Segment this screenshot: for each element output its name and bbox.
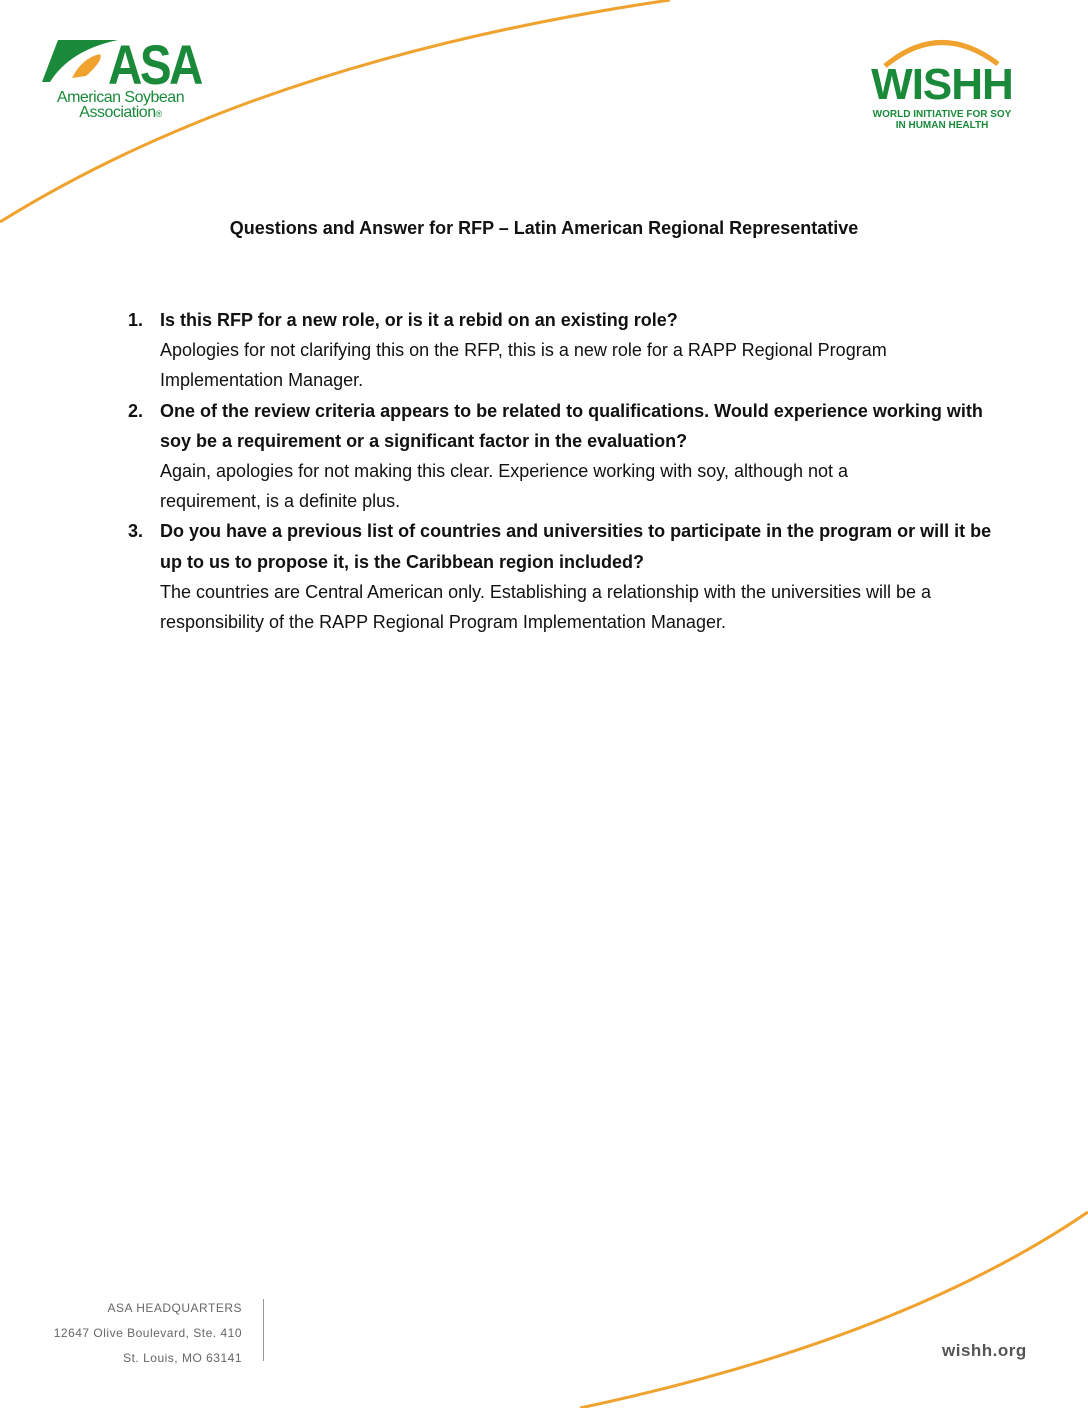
qa-item bbox=[128, 305, 998, 396]
footer-city: St. Louis, MO 63141 bbox=[123, 1351, 242, 1365]
question: Is this RFP for a new role, or is it a rebid on an existing role? bbox=[160, 310, 678, 330]
footer-address bbox=[40, 1296, 242, 1371]
footer-website: wishh.org bbox=[942, 1341, 1027, 1360]
wishh-logo-sub bbox=[858, 109, 1026, 131]
answer: Again, apologies for not making this clear. Experience working with soy, although not a requirement, is a definite plus. bbox=[160, 461, 849, 512]
qa-item bbox=[128, 516, 998, 637]
item-number: 1. bbox=[128, 310, 144, 330]
question: One of the review criteria appears to be related to qualifications. Would experience working with soy be a requirement or a significant factor in the evaluation? bbox=[160, 400, 983, 451]
footer-hq: ASA HEADQUARTERS bbox=[107, 1301, 242, 1315]
asa-logo-letters: ASA bbox=[108, 33, 201, 96]
asa-name-line2: Association bbox=[79, 104, 156, 121]
answer: Apologies for not clarifying this on the RFP, this is a new role for a RAPP Regional Program Implementation Manager. bbox=[160, 340, 887, 391]
asa-logo bbox=[38, 33, 203, 123]
footer-divider bbox=[263, 1299, 264, 1361]
wishh-sub-line1: WORLD INITIATIVE FOR SOY bbox=[872, 109, 1012, 120]
answer: The countries are Central American only. Establishing a relationship with the universities will be a responsibility of the RAPP Regional Program Implementation Manager. bbox=[160, 581, 932, 633]
asa-logo-name bbox=[38, 90, 203, 122]
wishh-sub-line2: IN HUMAN HEALTH bbox=[895, 120, 989, 131]
footer-street: 12647 Olive Boulevard, Ste. 410 bbox=[53, 1326, 242, 1340]
wishh-logo-letters: WISHH bbox=[871, 60, 1013, 109]
asa-name-line1: American Soybean bbox=[56, 89, 185, 106]
item-number: 3. bbox=[128, 521, 144, 542]
bottom-arc bbox=[580, 1212, 1088, 1408]
document-title: Questions and Answer for RFP – Latin American Regional Representative bbox=[229, 218, 859, 238]
wishh-logo bbox=[858, 38, 1026, 133]
question: Do you have a previous list of countries and universities to participate in the program or will it be up to us to propose it, is the Caribbean region included? bbox=[160, 521, 992, 572]
item-number: 2. bbox=[128, 400, 144, 421]
qa-item bbox=[128, 396, 998, 517]
registered-mark: ® bbox=[155, 109, 162, 119]
qa-list bbox=[128, 305, 998, 637]
